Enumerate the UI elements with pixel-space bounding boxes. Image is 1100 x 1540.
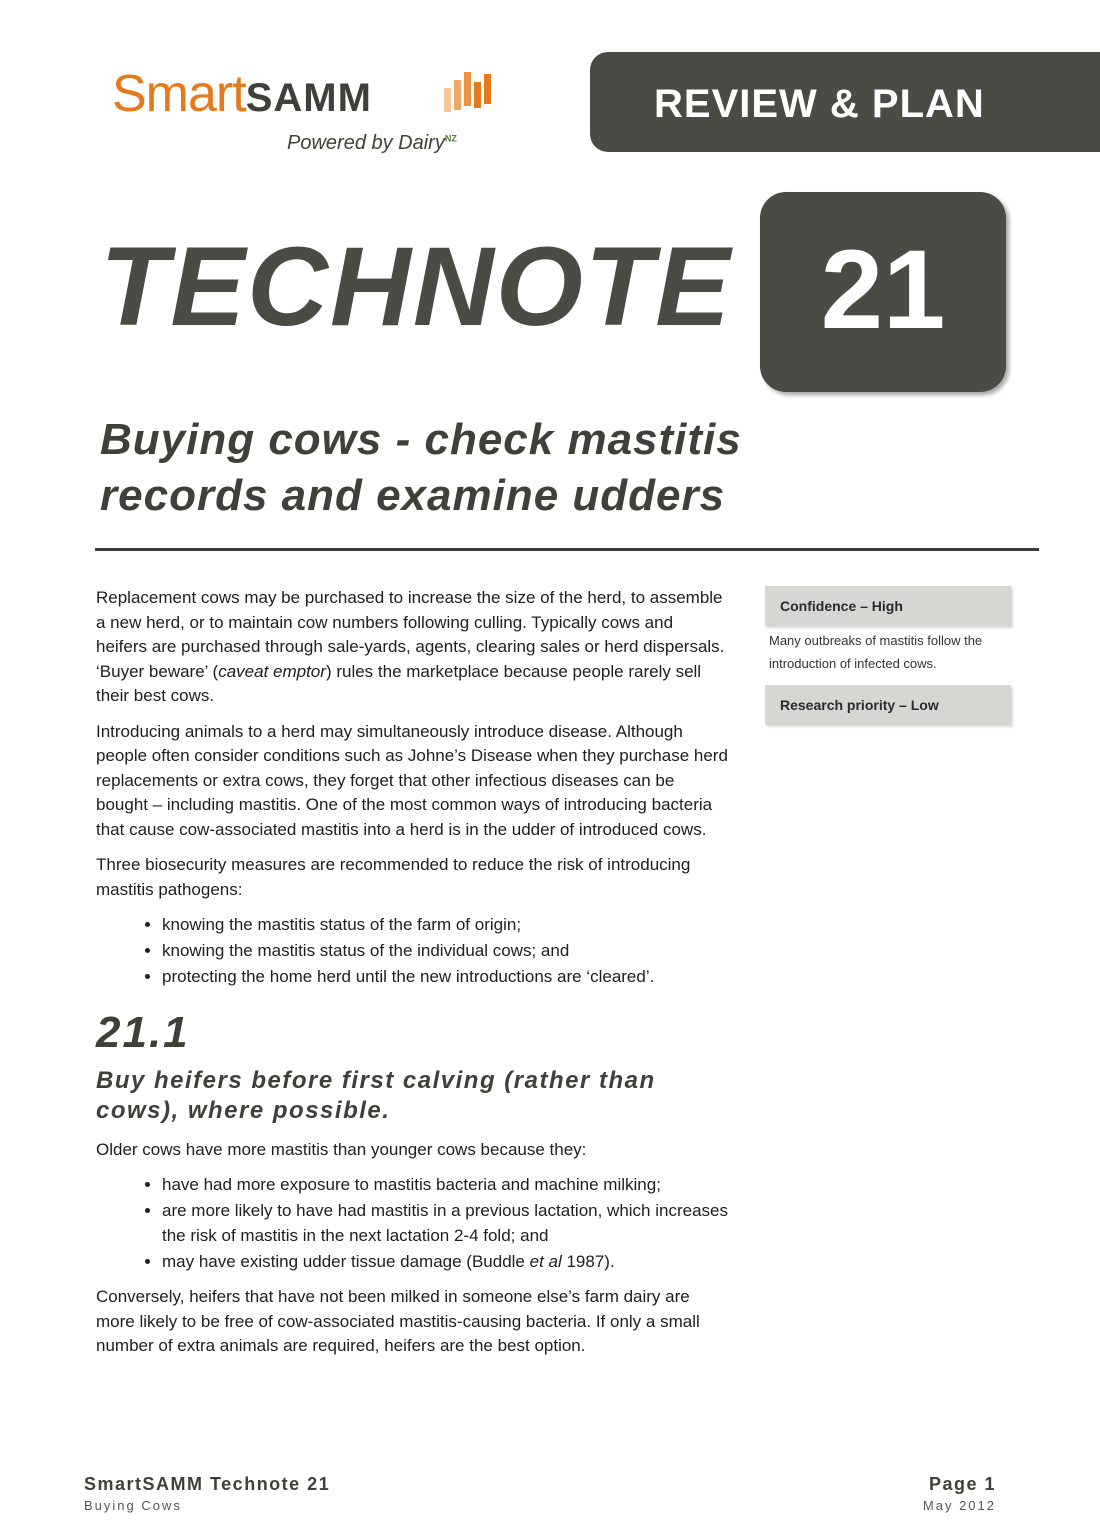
- paragraph-older-cows: Older cows have more mastitis than younger cows because they:: [96, 1139, 587, 1159]
- paragraph-intro: Replacement cows may be purchased to increase the size of the herd, to assemble a new herd, or to maintain cow numbers following culling. Typically cows and heifers are purchased through sale-yards, agents, clearing sales or herd dispersals. ‘Buyer beware’ (caveat emptor) rules the marketplace because people rarely sell their best cows.: [96, 588, 725, 705]
- logo-bars-icon: [444, 70, 504, 114]
- biosecurity-list: [96, 913, 728, 990]
- main-content: [96, 586, 728, 1370]
- footer-subtitle: Buying Cows: [84, 1498, 182, 1513]
- older-cows-list: [96, 1173, 728, 1274]
- footer-date: May 2012: [922, 1498, 996, 1513]
- research-priority-badge: Research priority – Low: [765, 685, 1011, 725]
- list-item: • protecting the home herd until the new introductions are ‘cleared’.: [162, 965, 728, 990]
- technote-number-box: [760, 192, 1006, 392]
- list-item: • knowing the mastitis status of the farm of origin;: [162, 913, 728, 938]
- paragraph-heifers: Conversely, heifers that have not been milked in someone else’s farm dairy are more likely to be free of cow-associated mastitis-causing bacteria. If only a small number of extra animals are required, heifers are the best option.: [96, 1287, 700, 1355]
- title-line-2: records and examine udders: [100, 471, 726, 520]
- footer-right: [923, 1474, 996, 1513]
- confidence-note: Many outbreaks of mastitis follow the introduction of infected cows.: [769, 633, 983, 671]
- logo-tagline: Powered by Dairy$^{NZ}$: [287, 132, 457, 154]
- paragraph-disease: Introducing animals to a herd may simultaneously introduce disease. Although people often consider conditions such as Johne’s Disease when they purchase herd replacements or extra cows, they forget that other infectious diseases can be bought – including mastitis. One of the most common ways of introducing bacteria that cause cow-associated mastitis into a herd is in the udder of introduced cows.: [96, 721, 728, 839]
- confidence-badge: Confidence – High: [765, 586, 1011, 626]
- title-line-1: Buying cows - check mastitis: [100, 415, 742, 464]
- banner-label: REVIEW & PLAN: [654, 82, 985, 126]
- title-divider: [95, 548, 1039, 551]
- technote-number: 21: [820, 227, 946, 352]
- footer-left: [84, 1474, 330, 1513]
- page-number: Page 1: [928, 1474, 996, 1494]
- list-item: • are more likely to have had mastitis in a previous lactation, which increases the risk of mastitis in the next lactation 2-4 fold; and: [162, 1199, 728, 1248]
- footer-title: SmartSAMM Technote 21: [84, 1474, 331, 1494]
- page-title: [100, 412, 1000, 524]
- review-plan-banner: [590, 52, 1100, 152]
- logo-wordmark: SmartSAMM: [112, 65, 372, 123]
- list-item: • may have existing udder tissue damage (Buddle et al 1987).: [162, 1250, 728, 1275]
- list-item: • knowing the mastitis status of the individual cows; and: [162, 939, 728, 964]
- paragraph-biosecurity: Three biosecurity measures are recommended to reduce the risk of introducing mastitis pathogens:: [96, 855, 691, 899]
- smartsamm-logo: [112, 62, 512, 172]
- section-heading: Buy heifers before first calving (rather than cows), where possible.: [96, 1066, 656, 1124]
- technote-heading: TECHNOTE: [100, 224, 732, 349]
- list-item: • have had more exposure to mastitis bacteria and machine milking;: [162, 1173, 728, 1198]
- sidebar: [765, 586, 1011, 725]
- section-number: 21.1: [96, 1007, 190, 1057]
